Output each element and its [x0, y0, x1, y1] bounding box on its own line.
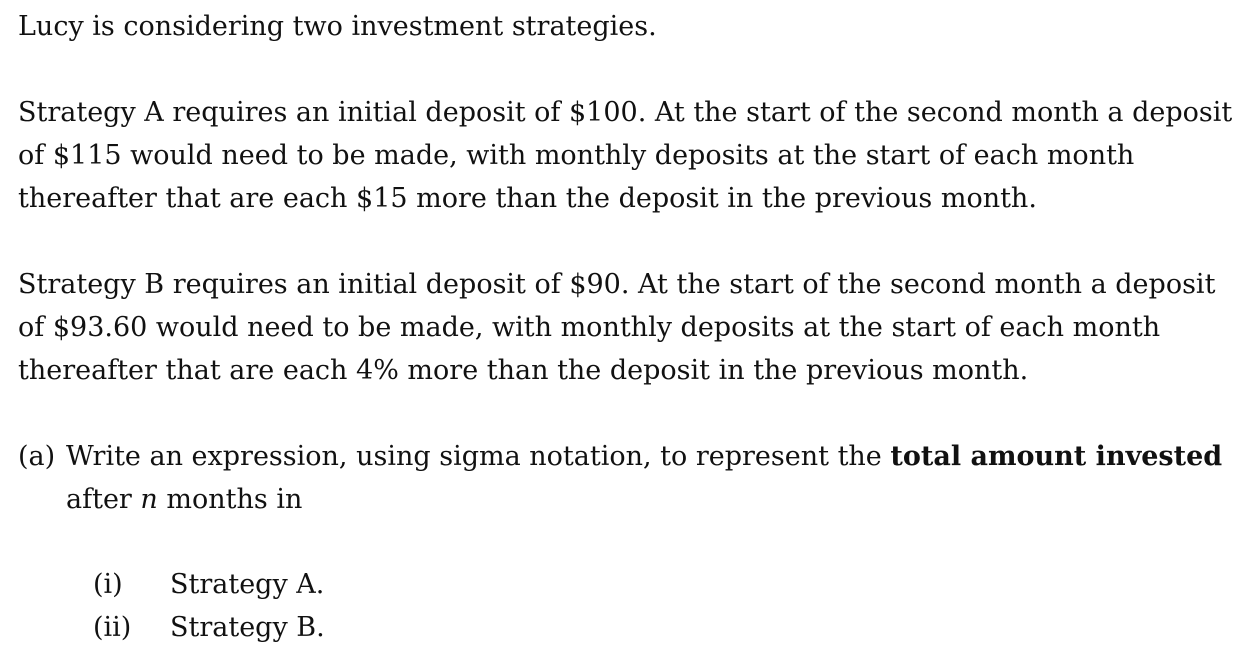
intro-text: Lucy is considering two investment strategies.: [18, 11, 657, 42]
strategy-b-paragraph: Strategy B requires an initial deposit of $90. At the start of the second month a deposit of $93.60 would need to be made, with monthly deposits at the start of each month thereafter that are each 4% more than the deposit in the previous month.: [18, 269, 1216, 386]
spacer: [18, 220, 1243, 263]
spacer: [18, 392, 1243, 435]
question-document: [18, 0, 1243, 649]
question-a-emphasis: total amount invested: [890, 441, 1223, 472]
question-a-text-line2-end: months in: [157, 484, 303, 515]
sub-part-text: Strategy A.: [170, 569, 325, 600]
question-a-body: [66, 435, 1243, 521]
sub-part-label: (i): [93, 569, 123, 600]
sub-part-label: (ii): [93, 612, 132, 643]
sub-part-text: Strategy B.: [170, 612, 325, 643]
sub-part-ii: [93, 606, 1243, 649]
question-a-label: (a): [18, 441, 56, 472]
sub-part-list: [93, 563, 1243, 649]
variable-n: n: [140, 484, 158, 515]
spacer: [18, 48, 1243, 91]
sub-part-i: [93, 563, 1243, 606]
question-a-text-line2: after: [66, 484, 141, 515]
question-a-text: Write an expression, using sigma notation, to represent the: [66, 441, 891, 472]
question-a: [18, 435, 1243, 521]
strategy-a-paragraph: Strategy A requires an initial deposit of $100. At the start of the second month a deposit of $115 would need to be made, with monthly deposits at the start of each month thereafter that are each $15 more than the deposit in the previous month.: [18, 97, 1233, 214]
